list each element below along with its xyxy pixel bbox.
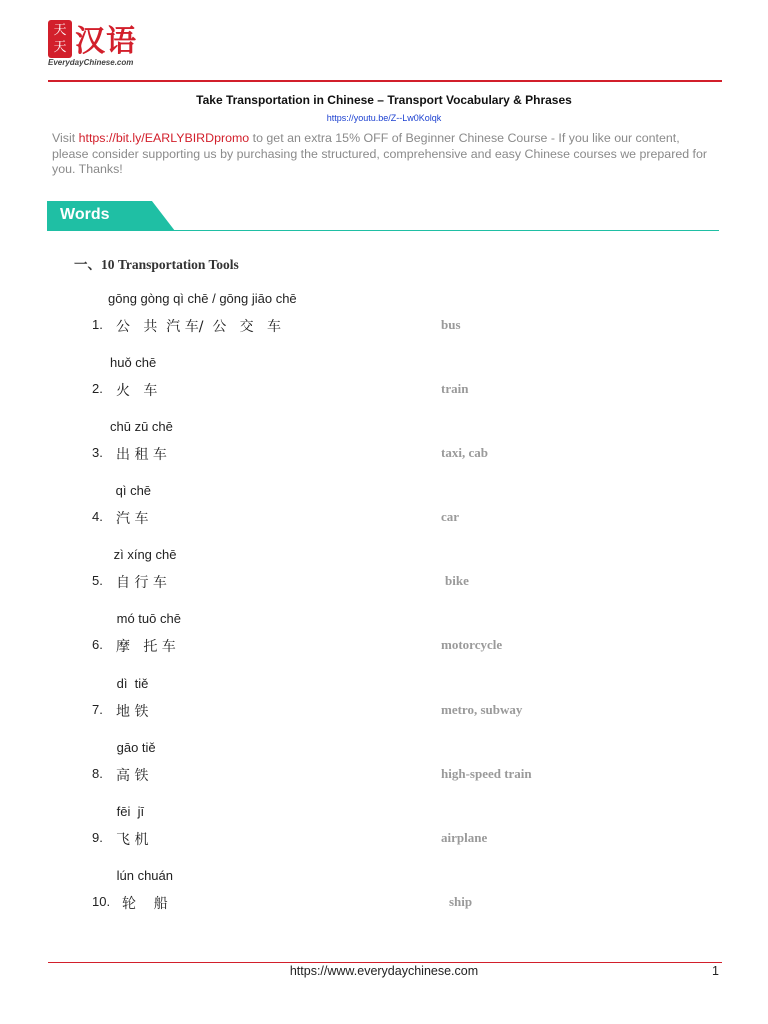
item-number: 6. [92, 637, 103, 652]
hanzi: 公 共 汽 车/ 公 交 车 [116, 319, 282, 335]
english-meaning: bus [441, 317, 461, 332]
pinyin: gāo tiě [113, 740, 156, 755]
list-item [0, 740, 768, 800]
footer-url[interactable]: https://www.everydaychinese.com [289, 964, 479, 978]
pinyin: fēi jī [113, 804, 145, 819]
hanzi: 火 车 [116, 383, 158, 399]
list-item [0, 868, 768, 928]
item-number: 3. [92, 445, 103, 460]
item-number: 9. [92, 830, 103, 845]
list-item [0, 355, 768, 415]
footer-divider [48, 962, 722, 963]
words-underline [47, 230, 719, 231]
hanzi: 汽 车 [116, 511, 149, 527]
section-heading: 一、10 Transportation Tools [74, 257, 239, 272]
english-meaning: motorcycle [441, 637, 503, 652]
promo-paragraph [52, 131, 718, 178]
pinyin: zì xíng chē [110, 547, 177, 562]
pinyin: qì chē [112, 483, 152, 498]
document-title: Take Transportation in Chinese – Transport Vocabulary & Phrases [196, 93, 572, 107]
pinyin: huǒ chē [110, 355, 157, 370]
list-item [0, 804, 768, 864]
english-meaning: train [441, 381, 469, 396]
english-meaning: metro, subway [441, 702, 523, 717]
hanzi: 轮 船 [122, 896, 168, 912]
english-meaning: airplane [441, 830, 488, 845]
list-item [0, 547, 768, 607]
promo-link[interactable]: https://bit.ly/EARLYBIRDpromo [78, 131, 250, 145]
list-item [0, 676, 768, 736]
hanzi: 自 行 车 [116, 575, 167, 591]
hanzi: 出 租 车 [116, 447, 167, 463]
logo-hanzi: 汉语 [75, 24, 137, 59]
header-divider [48, 80, 722, 82]
words-label: Words [60, 206, 110, 223]
english-meaning: taxi, cab [441, 445, 488, 460]
list-item [0, 419, 768, 479]
english-meaning: high-speed train [441, 766, 532, 781]
english-meaning: bike [445, 573, 469, 588]
hanzi: 地 铁 [116, 704, 149, 720]
video-link[interactable]: https://youtu.be/Z--Lw0Kolqk [326, 113, 442, 123]
item-number: 10. [92, 894, 111, 909]
list-item [0, 611, 768, 671]
pinyin: mó tuō chē [113, 611, 181, 626]
logo-subtitle: EverydayChinese.com [48, 58, 134, 67]
list-item [0, 483, 768, 543]
logo [48, 18, 158, 70]
item-number: 5. [92, 573, 103, 588]
pinyin: gōng gòng qì chē / gōng jiāo chē [108, 291, 297, 306]
promo-suffix: to get an extra 15% OFF of Beginner Chinese Course - If you like our content, please consider supporting us by purchasing the structured, comprehensive and easy Chinese courses we prepared for you. Thanks! [52, 131, 708, 176]
item-number: 4. [92, 509, 103, 524]
hanzi: 飞 机 [116, 832, 149, 848]
list-item [0, 291, 768, 351]
logo-seal: 天天 [48, 20, 72, 58]
pinyin: dì tiě [113, 676, 149, 691]
hanzi: 高 铁 [116, 768, 149, 784]
item-number: 7. [92, 702, 103, 717]
promo-prefix: Visit [52, 131, 79, 145]
english-meaning: ship [449, 894, 473, 909]
page-number: 1 [712, 964, 719, 978]
pinyin: lún chuán [113, 868, 173, 883]
pinyin: chū zū chē [110, 419, 173, 434]
item-number: 2. [92, 381, 103, 396]
item-number: 8. [92, 766, 103, 781]
english-meaning: car [441, 509, 460, 524]
item-number: 1. [92, 317, 103, 332]
hanzi: 摩 托 车 [116, 639, 176, 655]
